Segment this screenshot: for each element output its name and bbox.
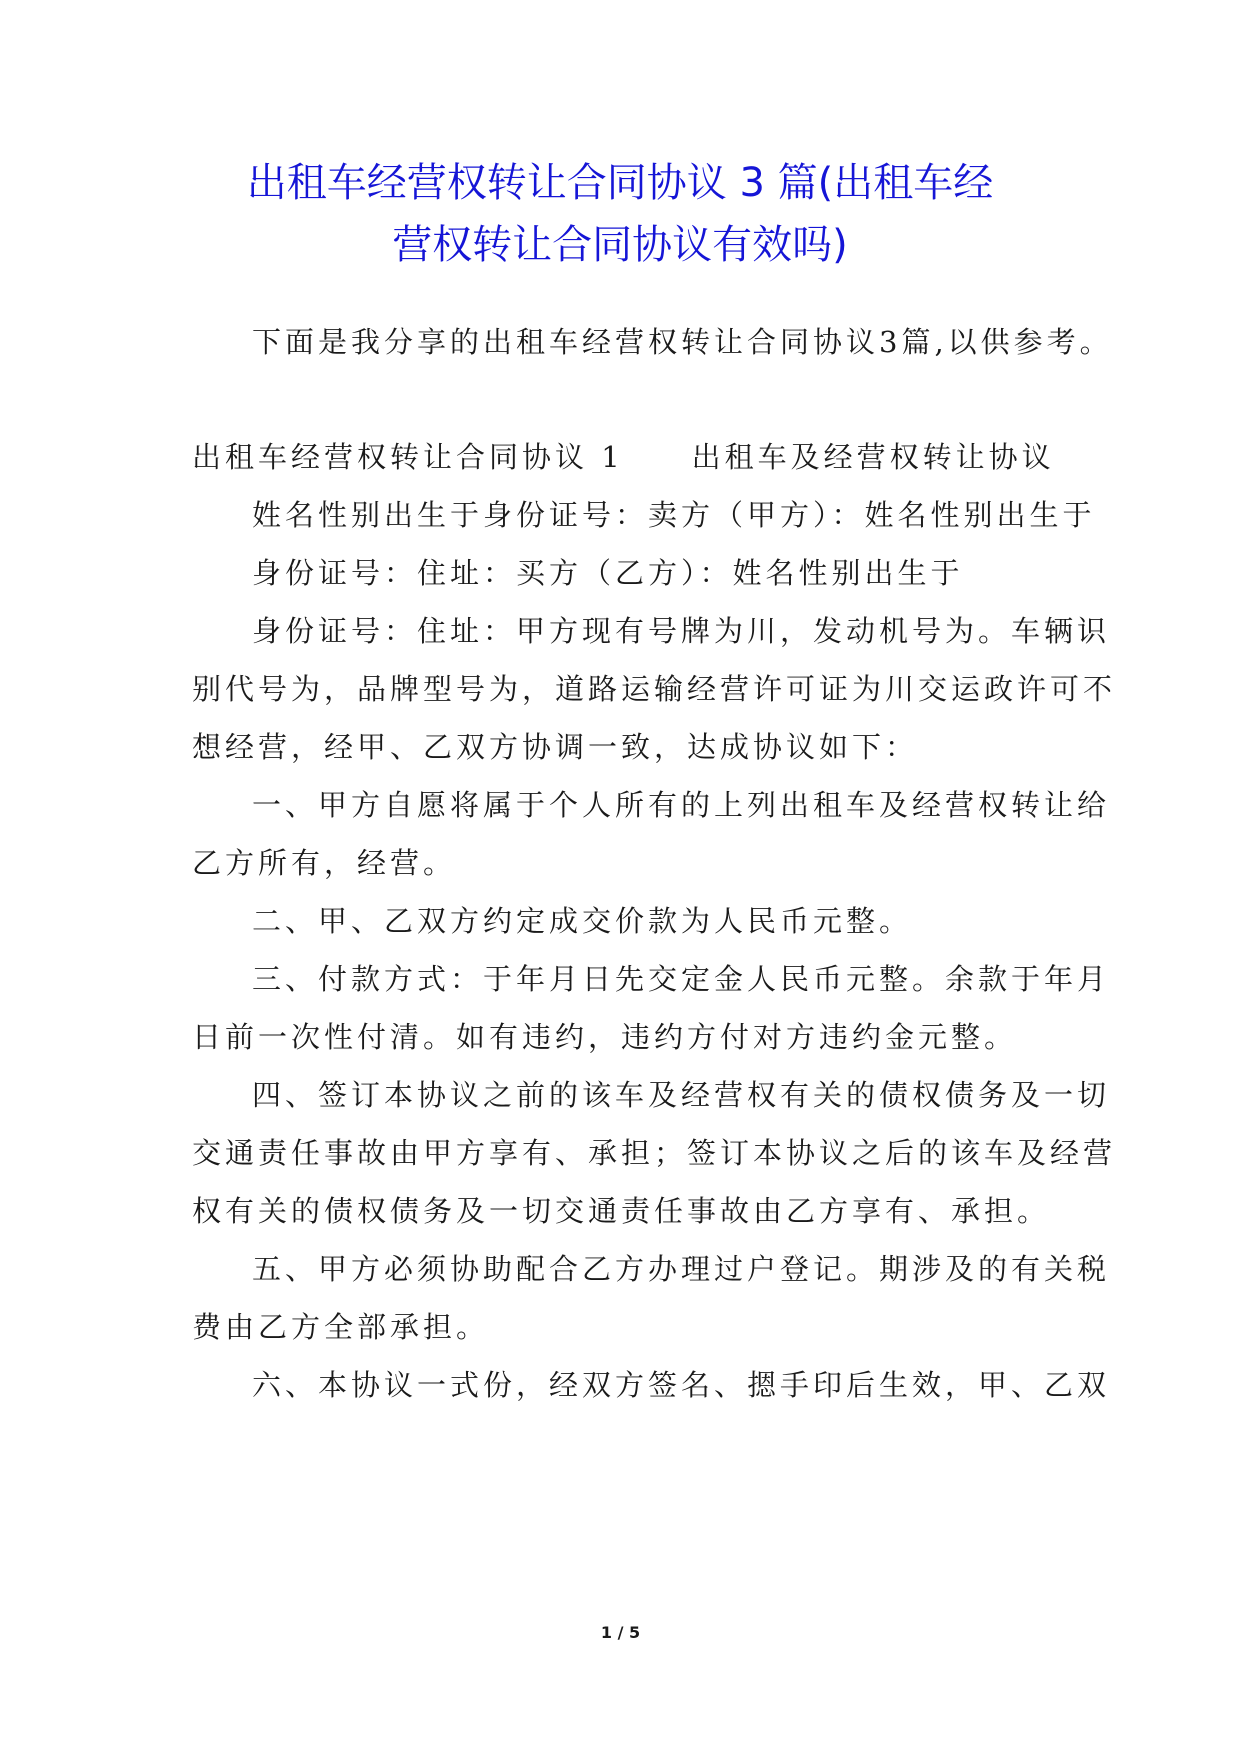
section-subheading: 出租车及经营权转让协议	[691, 440, 1055, 474]
body-line: 五、甲方必须协助配合乙方办理过户登记。期涉及的有关税	[252, 1252, 1111, 1286]
document-title-line-1: 出租车经营权转让合同协议 3 篇(出租车经	[246, 160, 994, 206]
body-line: 权有关的债权债务及一切交通责任事故由乙方享有、承担。	[192, 1194, 1051, 1228]
body-line: 二、甲、乙双方约定成交价款为人民币元整。	[252, 904, 913, 938]
body-line: 身份证号：住址：甲方现有号牌为川，发动机号为。车辆识	[252, 614, 1111, 648]
body-line: 日前一次性付清。如有违约，违约方付对方违约金元整。	[192, 1020, 1018, 1054]
section-heading-row	[192, 437, 1055, 477]
body-line: 一、甲方自愿将属于个人所有的上列出租车及经营权转让给	[252, 788, 1111, 822]
body-line: 乙方所有，经营。	[192, 846, 457, 880]
intro-paragraph: 下面是我分享的出租车经营权转让合同协议3篇,以供参考。	[252, 325, 1113, 359]
section-heading: 出租车经营权转让合同协议 1	[192, 440, 624, 474]
body-line: 身份证号：住址：买方（乙方）：姓名性别出生于	[252, 556, 964, 590]
body-line: 四、签订本协议之前的该车及经营权有关的债权债务及一切	[252, 1078, 1111, 1112]
body-line: 别代号为，品牌型号为，道路运输经营许可证为川交运政许可不	[192, 672, 1117, 706]
body-line: 六、本协议一式份，经双方签名、摁手印后生效，甲、乙双	[252, 1368, 1111, 1402]
page-indicator: 1 / 5	[600, 1623, 641, 1642]
body-line: 想经营，经甲、乙双方协调一致，达成协议如下：	[192, 730, 919, 764]
body-line: 姓名性别出生于身份证号：卖方（甲方）：姓名性别出生于	[252, 498, 1096, 532]
document-title-line-2: 营权转让合同协议有效吗)	[392, 222, 848, 268]
body-line: 交通责任事故由甲方享有、承担；签订本协议之后的该车及经营	[192, 1136, 1117, 1170]
body-line: 三、付款方式：于年月日先交定金人民币元整。余款于年月	[252, 962, 1111, 996]
body-line: 费由乙方全部承担。	[192, 1310, 490, 1344]
